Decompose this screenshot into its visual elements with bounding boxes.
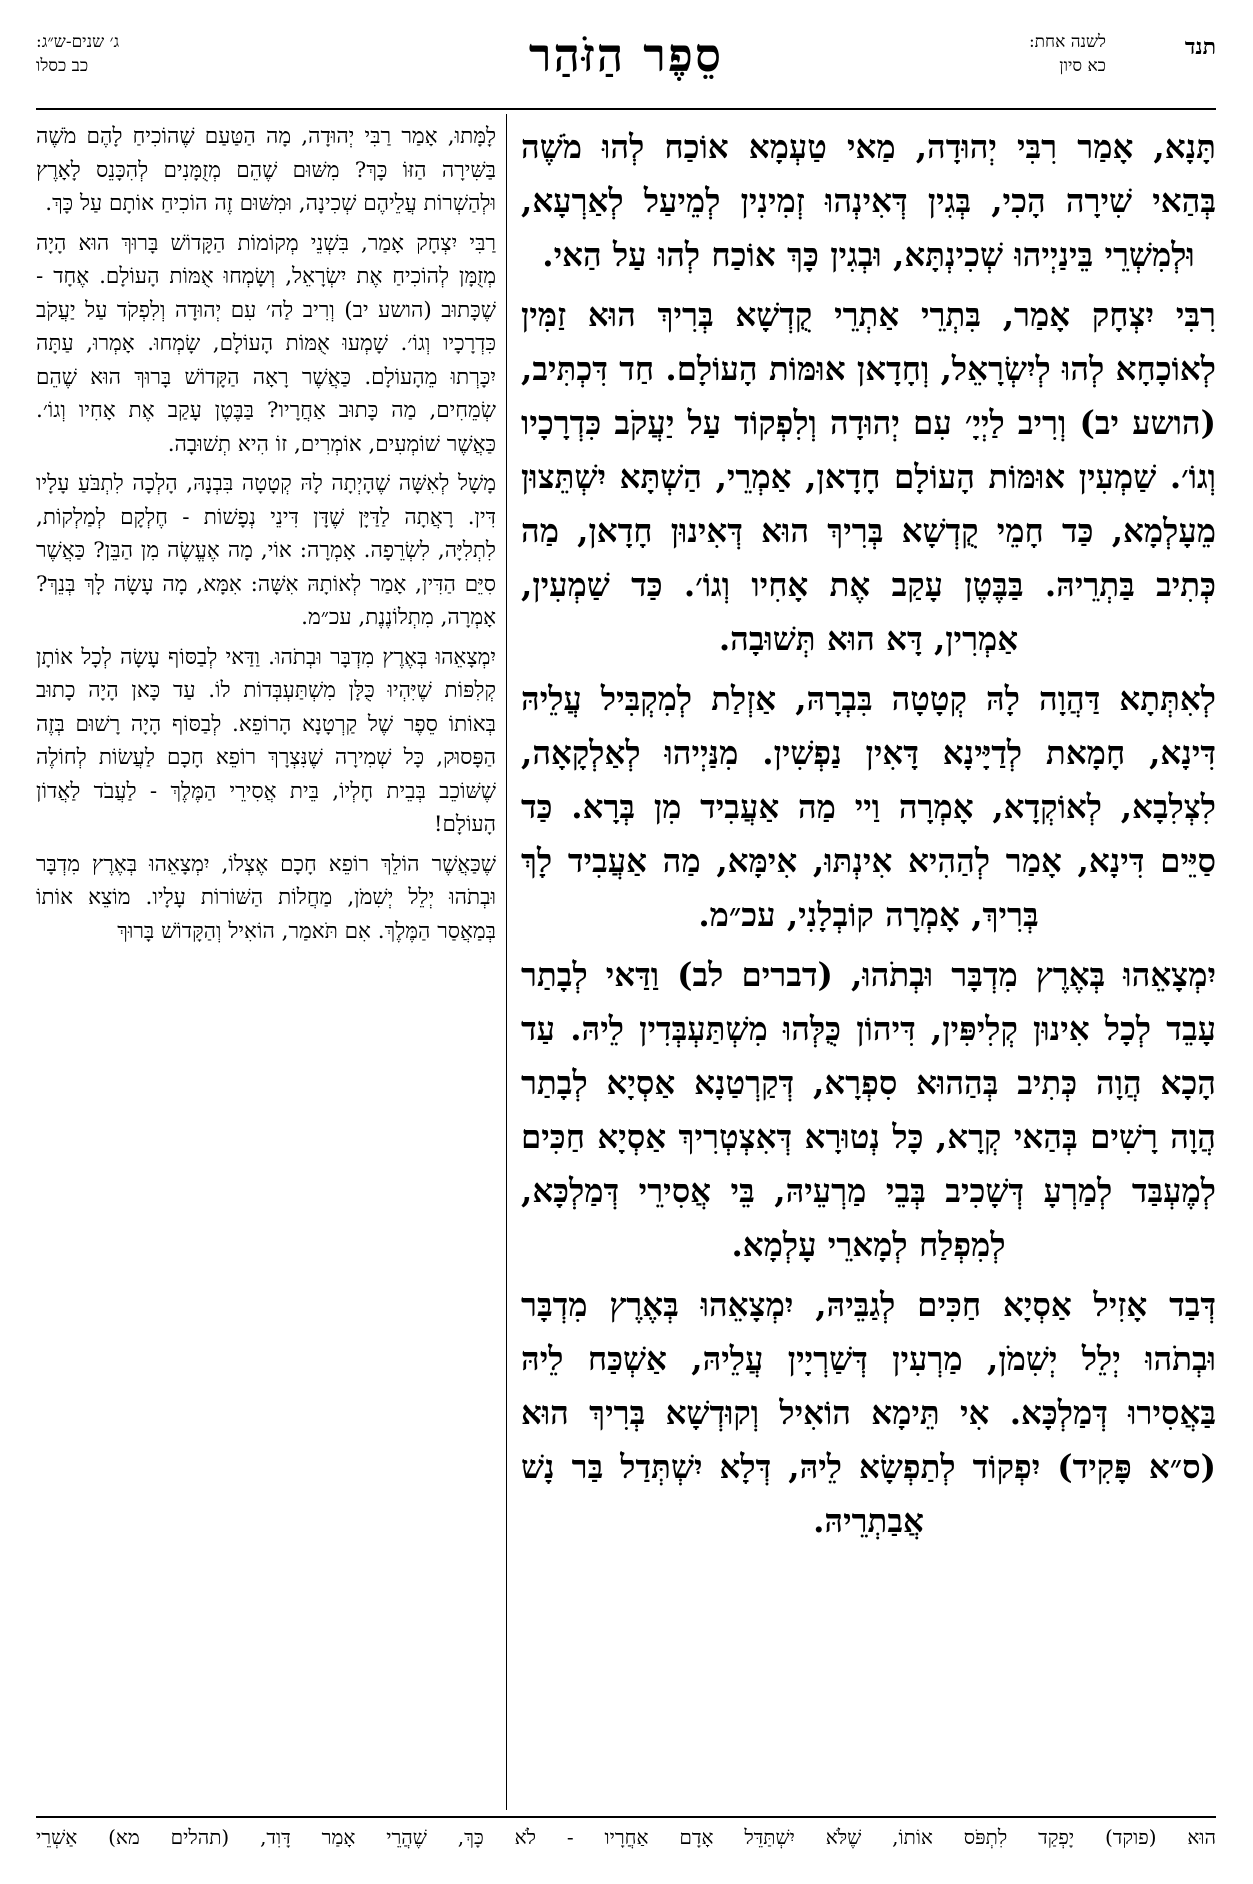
- main-paragraph: לְאִתְּתָא דַּהֲוָה לָהּ קְטָטָה בִּבְרָהּ, אַזְלַת לְמִקְבִּיל עֲלֵיהּ דִּינָא, חָמָאת לְדַיָּינָא דָּאִין נַפְשִׁין. מִנַּיְיהוּ לְאַלְקָאָה, לִצְלִבָא, לְאוֹקְדָא, אָמְרָה וַיי מַה אַעֲבִיד מִן בְּרָא. כַּד סַיֵּים דִּינָא, אָמַר לְהַהִיא אִינְתּוּ, אִימָּא, מַה אַעֲבִיד לָךְ בְּרִיךְ, אָמְרָה קוֹבְלָנִי, עכ״מ.: [521, 679, 1216, 934]
- hebrew-translation-column: [36, 120, 496, 1810]
- main-paragraph: תָּנָא, אָמַר רִבִּי יְהוּדָה, מַאי טַעְמָא אוֹכַח לְהוּ מֹשֶׁה בְּהַאי שִׁירָה הָכִי, בְּגִין דְּאִינְהוּ זְמִינִין לְמֵיעַל לְאַרְעָא, וּלְמִשְׁרֵי בֵּינַיְיהוּ שְׁכִינְתָּא, וּבְגִין כָּךְ אוֹכַח לְהוּ עַל הַאי.: [521, 127, 1216, 274]
- cycle-date: כב כסלו: [36, 56, 89, 76]
- schedule-date: כא סיון: [1059, 56, 1106, 76]
- footer-continuation: הוּא (פוקד) יָפְקַד לִתְפֹּס אוֹתוֹ, שֶׁלֹּא יִשְׁתַּדֵּל אָדָם אַחֲרָיו - לֹא כָּךְ, שֶׁהֲרֵי אָמַר דָּוִד, (תהלים מא) אַשְׁרֵי: [36, 1825, 1216, 1849]
- side-paragraph: רַבִּי יִצְחָק אָמַר, בִּשְׁנֵי מְקוֹמוֹת הַקָּדוֹשׁ בָּרוּךְ הוּא הָיָה מְזֻמָּן לְהוֹכִיחַ אֶת יִשְׂרָאֵל, וְשָׂמְחוּ אֻמּוֹת הָעוֹלָם. אֶחָד - שֶׁכָּתוּב (הושע יב) וְרִיב לַה׳ עִם יְהוּדָה וְלִפְקֹד עַל יַעֲקֹב כִּדְרָכָיו וְגוֹ׳. שָׁמְעוּ אֻמּוֹת הָעוֹלָם, שָׂמְחוּ. אָמְרוּ, עַתָּה יִכָּרְתוּ מֵהָעוֹלָם. כַּאֲשֶׁר רָאָה הַקָּדוֹשׁ בָּרוּךְ הוּא שֶׁהֵם שְׂמֵחִים, מַה כָּתוּב אַחֲרָיו? בַּבֶּטֶן עָקַב אֶת אָחִיו וְגוֹ׳. כַּאֲשֶׁר שׁוֹמְעִים, אוֹמְרִים, זוֹ הִיא תְשׁוּבָה.: [36, 230, 496, 457]
- header-divider: [36, 108, 1216, 110]
- three-year-cycle: [36, 30, 119, 78]
- column-divider: [506, 114, 507, 1810]
- side-paragraph: שֶׁכַּאֲשֶׁר הוֹלֵךְ רוֹפֵא חָכָם אֶצְלוֹ, יִמְצָאֵהוּ בְּאֶרֶץ מִדְבָּר וּבְתֹהוּ יְלֵל יְשִׁמֹן, מַחֲלוֹת הַשּׁוֹרוֹת עָלָיו. מוֹצֵא אוֹתוֹ בְּמַאֲסַר הַמֶּלֶךְ. אִם תֹּאמַר, הוֹאִיל וְהַקָּדוֹשׁ בָּרוּךְ: [36, 851, 496, 944]
- main-paragraph: דְּבַד אָזִיל אַסְיָא חַכִּים לְגַבֵּיהּ, יִמְצָאֵהוּ בְּאֶרֶץ מִדְבָּר וּבְתֹהוּ יְלֵל יְשִׁמֹן, מַרְעִין דְּשַׁרְיָין עֲלֵיהּ, אַשְׁכַּח לֵיהּ בַּאֲסִירוּ דְּמַלְכָּא. אִי תֵּימָא הוֹאִיל וְקוּדְשָׁא בְּרִיךְ הוּא (ס״א פָּקִיד) יִפְקוֹד לְתַפְשָׂא לֵיהּ, דְּלָא יִשְׁתְּדַל בַּר נָשׁ אֲבַתְרֵיהּ.: [521, 1285, 1216, 1540]
- aramaic-column: [521, 120, 1216, 1810]
- cycle-label: ג׳ שנים-ש״ג:: [36, 32, 120, 52]
- page: [36, 28, 1216, 1864]
- side-paragraph: מָשָׁל לְאִשָּׁה שֶׁהָיְתָה לָהּ קְטָטָה בִּבְנָהּ, הָלְכָה לִתְבֹּעַ עָלָיו דִּין. רָאֲתָה לַדַּיָּן שֶׁדָּן דִּינֵי נְפָשׁוֹת - חֶלְקָם לְמַלְקוֹת, לִתְלִיָּה, לִשְׂרֵפָה. אָמְרָה: אוֹי, מָה אֶעֱשֶׂה מִן הַבֵּן? כַּאֲשֶׁר סִיֵּם הַדִּין, אָמַר לְאוֹתָהּ אִשָּׁה: אִמָּא, מָה עָשָׂה לָךְ בְּנֵךְ? אָמְרָה, מִתְלוֹנֶנֶת, עכ״מ.: [36, 471, 496, 630]
- book-title: סֵפֶר הַזֹּהַר: [528, 28, 724, 82]
- side-paragraph: לָמָּתוּ, אָמַר רַבִּי יְהוּדָה, מָה הַטַּעַם שֶׁהוֹכִיחַ לָהֶם מֹשֶׁה בַּשִּׁירָה הַזּוֹ כָּךְ? מִשּׁוּם שֶׁהֵם מְזֻמָּנִים לְהִכָּנֵס לָאָרֶץ וּלְהַשְׁרוֹת עֲלֵיהֶם שְׁכִינָה, וּמִשּׁוּם זֶה הוֹכִיחַ אוֹתָם עַל כָּךְ.: [36, 124, 496, 216]
- footer-divider: [36, 1816, 1216, 1818]
- page-header: [36, 28, 1216, 108]
- side-paragraph: יִמְצָאֵהוּ בְּאֶרֶץ מִדְבָּר וּבְתֹהוּ. וַדַּאי לְבַסּוֹף עָשָׂה לְכָל אוֹתָן קְלִפּוֹת שֶׁיִּהְיוּ כֻּלָּן מִשְׁתַּעְבְּדוֹת לוֹ. עַד כָּאן הָיָה כָתוּב בְּאוֹתוֹ סֵפֶר שֶׁל קַרְטָנָא הָרוֹפֵא. לְבַסּוֹף הָיָה רָשׁוּם בְּזֶה הַפָּסוּק, כָּל שְׁמִירָה שֶׁנִּצְרָךְ רוֹפֵא חָכָם לַעֲשׂוֹת לְחוֹלֶה שֶׁשּׁוֹכֵב בְּבֵית חָלְיוֹ, בֵּית אֲסִירֵי הַמֶּלֶךְ - לַעֲבֹד לַאֲדוֹן הָעוֹלָם!: [36, 644, 496, 837]
- main-paragraph: יִמְצָאֵהוּ בְּאֶרֶץ מִדְבָּר וּבְתֹהוּ, (דברים לב) וַדַּאי לְבָתַר עָבֵד לְכָל אִינוּן קְלִיפִּין, דִּיהוֹן כֻּלְּהוּ מִשְׁתַּעְבְּדִין לֵיהּ. עַד הָכָא הֲוָה כְּתִיב בְּהַהוּא סִפְרָא, דְּקַרְטַנָא אַסְיָא לְבָתַר הֲוָה רָשִׁים בְּהַאי קְרָא, כָּל נְטוּרָא דְּאִצְטְרִיךְ אַסְיָא חַכִּים לְמֶעְבַּד לְמַרְעָ דְּשָׁכִיב בְּבֵי מַרְעֵיהּ, בֵּי אֲסִירֵי דְּמַלְכָּא, לְמִפְלַח לְמָארֵי עָלְמָא.: [521, 955, 1216, 1264]
- schedule-label: לשנה אחת:: [1028, 32, 1106, 52]
- main-paragraph: רִבִּי יִצְחָק אָמַר, בִּתְרֵי אַתְרֵי קֻדְשָׁא בְּרִיךְ הוּא זַמִּין לְאוֹכָחָא לְהוּ לְיִשְׂרָאֵל, וְחָדָאן אוּמּוֹת הָעוֹלָם. חַד דִּכְתִּיב, (הושע יב) וְרִיב לַיְיָ׳ עִם יְהוּדָה וְלִפְקוֹד עַל יַעֲקֹב כִּדְרָכָיו וְגוֹ׳. שַׁמְעִין אוּמּוֹת הָעוֹלָם חָדָאן, אַמְרֵי, הַשְׁתָּא יִשְׁתֵּצוּן מֵעָלְמָא, כַּד חָמֵי קֻדְשָׁא בְּרִיךְ הוּא דְּאִינוּן חָדָאן, מַה כְּתִיב בַּתְרֵיהּ. בַּבֶּטֶן עָקַב אֶת אָחִיו וְגוֹ׳. כַּד שַׁמְעִין, אַמְרִין, דָּא הוּא תְּשׁוּבָה.: [521, 295, 1216, 658]
- page-number: תנד: [1184, 34, 1216, 60]
